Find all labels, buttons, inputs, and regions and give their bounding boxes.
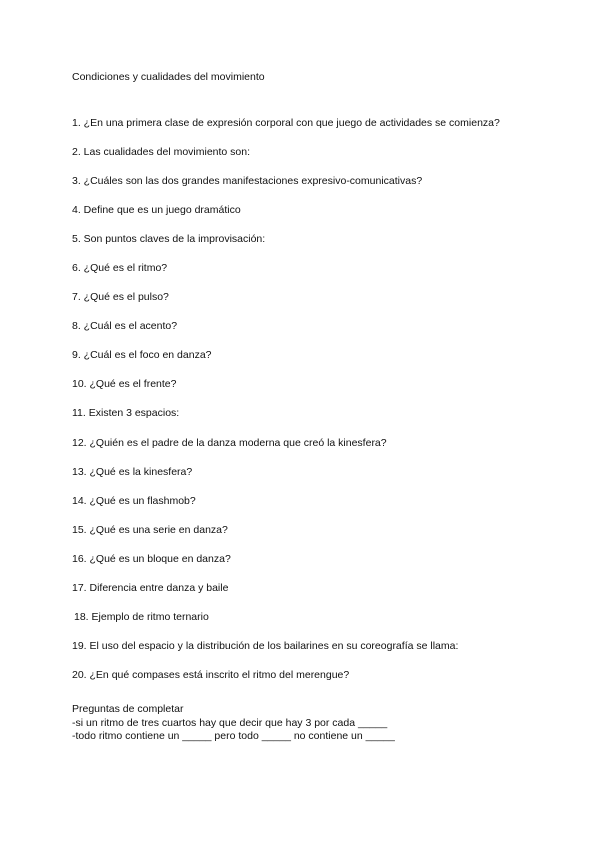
question-7: 7. ¿Qué es el pulso?	[72, 291, 169, 304]
question-19: 19. El uso del espacio y la distribución de los bailarines en su coreografía se llama:	[72, 639, 459, 652]
document-title: Condiciones y cualidades del movimiento	[72, 71, 265, 83]
fill-in-line-1: -si un ritmo de tres cuartos hay que decir que hay 3 por cada _____	[72, 716, 388, 729]
fill-in-heading: Preguntas de completar	[72, 703, 184, 715]
question-15: 15. ¿Qué es una serie en danza?	[72, 523, 228, 536]
question-12: 12. ¿Quién es el padre de la danza moderna que creó la kinesfera?	[72, 436, 387, 449]
question-13: 13. ¿Qué es la kinesfera?	[72, 465, 193, 478]
question-list	[72, 117, 500, 698]
question-20: 20. ¿En qué compases está inscrito el ritmo del merengue?	[72, 668, 350, 681]
question-16: 16. ¿Qué es un bloque en danza?	[72, 552, 231, 565]
question-4: 4. Define que es un juego dramático	[72, 204, 241, 217]
question-3: 3. ¿Cuáles son las dos grandes manifestaciones expresivo-comunicativas?	[72, 175, 423, 188]
question-2: 2. Las cualidades del movimiento son:	[72, 146, 251, 159]
fill-in-section	[72, 703, 395, 744]
question-18: 18. Ejemplo de ritmo ternario	[74, 610, 209, 623]
question-17: 17. Diferencia entre danza y baile	[72, 581, 229, 594]
question-5: 5. Son puntos claves de la improvisación:	[72, 233, 266, 246]
question-9: 9. ¿Cuál es el foco en danza?	[72, 349, 212, 362]
question-8: 8. ¿Cuál es el acento?	[72, 320, 178, 333]
question-6: 6. ¿Qué es el ritmo?	[72, 262, 168, 275]
question-10: 10. ¿Qué es el frente?	[72, 378, 177, 391]
question-14: 14. ¿Qué es un flashmob?	[72, 494, 196, 507]
question-11: 11. Existen 3 espacios:	[72, 407, 180, 420]
fill-in-line-2: -todo ritmo contiene un _____ pero todo _____ no contiene un _____	[72, 730, 395, 742]
question-1: 1. ¿En una primera clase de expresión corporal con que juego de actividades se comienza?	[72, 117, 500, 129]
